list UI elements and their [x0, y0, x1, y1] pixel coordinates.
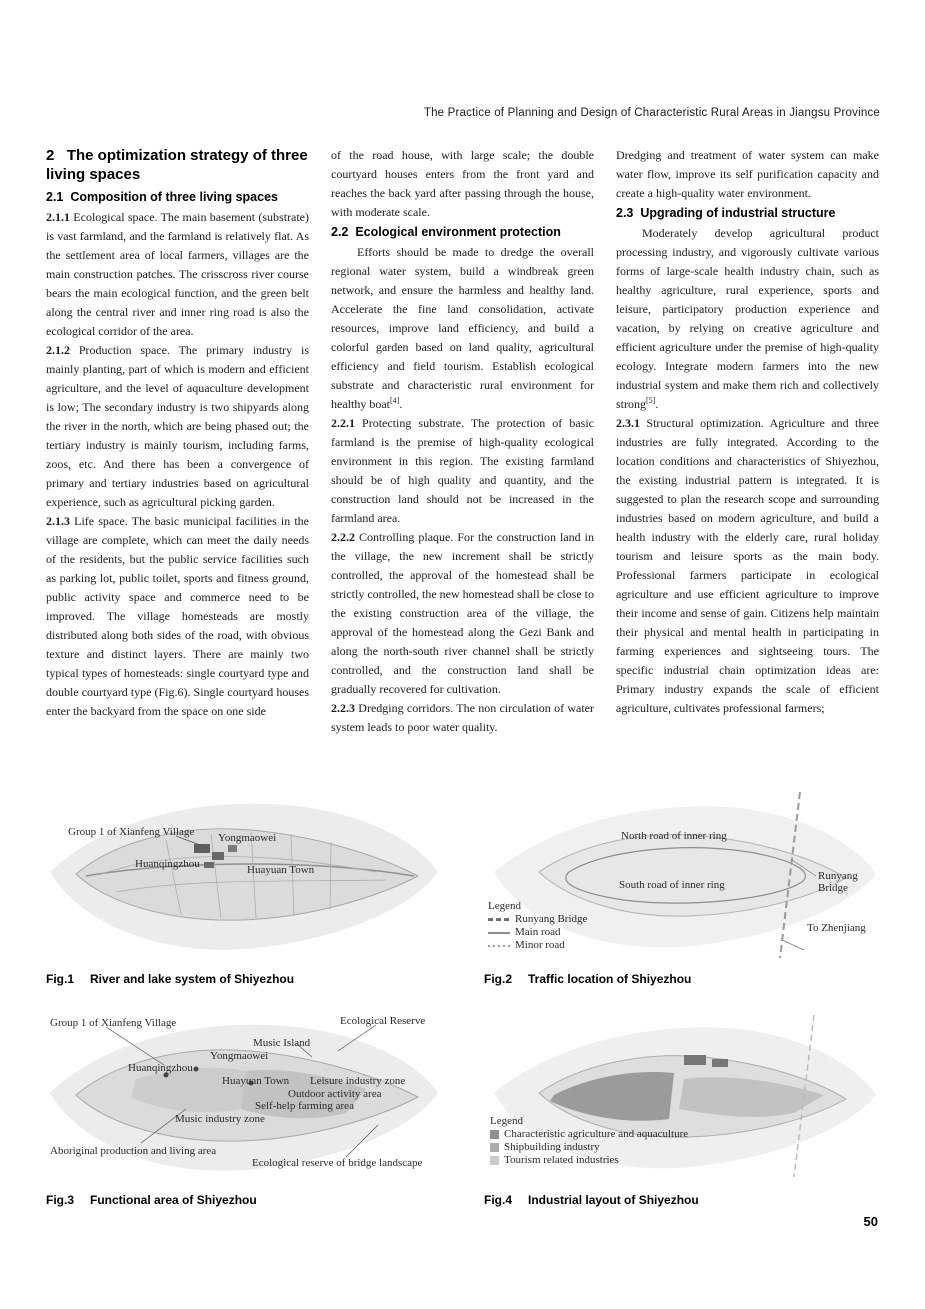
fig3-caption-text: Functional area of Shiyezhou	[90, 1193, 257, 1207]
paragraph-label: 2.3.1	[616, 416, 640, 430]
figure-1	[46, 788, 442, 986]
fig2-legend-title: Legend	[488, 900, 521, 912]
map-label-yongmaowei: Yongmaowei	[218, 832, 277, 844]
map-label-xianfeng: Group 1 of Xianfeng Village	[50, 1017, 177, 1029]
fig4-legend-item	[490, 1155, 688, 1166]
map-label-huanqingzhou: Huanqingzhou	[135, 858, 200, 870]
paragraph-2-2-1	[331, 414, 594, 528]
map-label-aboriginal-area: Aboriginal production and living area	[50, 1145, 217, 1157]
fig2-legend-item	[488, 927, 587, 938]
map-label-yongmaowei: Yongmaowei	[210, 1050, 269, 1062]
paragraph-text: Controlling plaque. For the construction land in the village, the new increment shall be strictly controlled, the approval of the homestead shall be strictly controlled, the new homestead shall be close to the existing construction area of the village, the approval of the homestead along the Gezi Bank and along the north-south river channel shall be strictly controlled, and the construction land shall be gradually recovered for cultivation.	[331, 530, 595, 696]
fig1-map-panel	[46, 788, 442, 963]
paragraph-2-1-3	[46, 512, 309, 721]
fig2-map-panel	[484, 788, 880, 963]
paragraph-text: Moderately develop agricultural product processing industry, and vigorously cultivate various forms of large-scale health industry chain, such as healthy agriculture, rural experience, sports and leisure, participatory production experience and vacation, by relying on creative agriculture and efficient agriculture under the premise of high-quality ecology. Integrate modern farmers into the new industrial system and make them rich and collectively strong	[616, 226, 879, 411]
agriculture-swatch-icon	[490, 1130, 499, 1139]
paragraph-2-3-1	[616, 414, 879, 718]
figure-row-1	[46, 788, 880, 986]
subsection-heading-2-1: 2.1 Composition of three living spaces	[46, 190, 278, 204]
paragraph-2-2-3	[331, 699, 594, 737]
fig1-caption-label: Fig.1	[46, 972, 75, 986]
paragraph-label: 2.2.3	[331, 701, 355, 715]
figure-2	[484, 788, 880, 986]
paragraph-label: 2.1.2	[46, 343, 70, 357]
section-heading-2: 2 The optimization strategy of three living spaces	[46, 147, 308, 183]
fig3-map-panel	[46, 1009, 442, 1184]
map-label-north-road: North road of inner ring	[621, 830, 727, 842]
fig1-caption-text: River and lake system of Shiyezhou	[90, 972, 295, 986]
citation-ref-5: [5]	[646, 396, 656, 405]
text-columns	[46, 146, 880, 737]
figure-3	[46, 1009, 442, 1207]
paragraph-tail: .	[655, 397, 659, 411]
paragraph-text: Protecting substrate. The protection of basic farmland is the premise of high-quality ecological environment in this region. The existing farmland should be of high quality and quantity, and the construction land should not be increased in the farmland area.	[331, 416, 594, 525]
paragraph-tail: .	[399, 397, 403, 411]
paragraph-2-3-intro	[616, 224, 879, 414]
fig4-legend-item	[490, 1129, 688, 1140]
fig2-legend-item	[488, 940, 587, 951]
column-2	[331, 146, 594, 737]
subsection-heading-2-3: 2.3 Upgrading of industrial structure	[616, 206, 836, 220]
map-label-huayuan: Huayuan Town	[247, 864, 315, 876]
paragraph-text: Ecological space. The main basement (substrate) is vast farmland, and the farmland is relatively flat. As the settlement area of local farmers, villages are the main construction patches. The crisscross river course bears the main ecological function, and the green belt along the central river and inner ring road is also the ecological corridor of the area.	[46, 210, 310, 338]
fig4-caption	[484, 1193, 880, 1207]
main-road-line-icon	[488, 932, 510, 934]
fig1-caption	[46, 972, 442, 986]
fig3-caption-label: Fig.3	[46, 1193, 75, 1207]
paragraph-label: 2.2.2	[331, 530, 355, 544]
map-label-music-zone: Music industry zone	[175, 1113, 265, 1125]
subsection-heading-2-2: 2.2 Ecological environment protection	[331, 225, 561, 239]
legend-item-label: Characteristic agriculture and aquaculture	[504, 1128, 689, 1140]
map-label-huanqingzhou: Huanqingzhou	[128, 1062, 193, 1074]
legend-item-label: Tourism related industries	[504, 1154, 619, 1166]
fig2-legend	[488, 900, 587, 951]
paragraph-2-2-2	[331, 528, 594, 699]
paragraph-continuation: Dredging and treatment of water system can make water flow, improve its self purification capacity and create a high-quality water environment.	[616, 148, 879, 200]
fig4-caption-text: Industrial layout of Shiyezhou	[528, 1193, 699, 1207]
shipbuilding-swatch-icon	[490, 1143, 499, 1152]
fig2-legend-item	[488, 914, 587, 925]
fig2-caption	[484, 972, 880, 986]
paragraph-continuation: of the road house, with large scale; the double courtyard houses enters from the front yard and reaches the back yard after passing through the house, with moderate scale.	[331, 148, 594, 219]
fig1-map-image	[46, 788, 442, 963]
column-3	[616, 146, 879, 737]
paragraph-text: Production space. The primary industry is mainly planting, part of which is modern and efficient agriculture, and the level of aquaculture development is low; The secondary industry is two shipyards along the river in the north, which are being phased out; the tertiary industry is mainly tourism, including farms, zoos, etc. And there has been a convergence of primary and tertiary industries based on agricultural experience, such as agricultural picking garden.	[46, 343, 310, 509]
map-label-south-road: South road of inner ring	[619, 879, 725, 891]
legend-item-label: Runyang Bridge	[515, 913, 588, 925]
figure-row-2	[46, 1009, 880, 1207]
fig4-map-panel	[484, 1009, 880, 1184]
paragraph-2-2-intro	[331, 243, 594, 414]
paragraph-label: 2.1.3	[46, 514, 70, 528]
fig4-legend-title: Legend	[490, 1115, 523, 1127]
paragraph-label: 2.1.1	[46, 210, 70, 224]
column-1	[46, 146, 309, 737]
minor-road-line-icon	[488, 945, 510, 947]
figures-section	[46, 788, 880, 1230]
paragraph-text: Structural optimization. Agriculture and three industries are fully integrated. According to the location conditions and characteristics of Shiyezhou, the existing industrial pattern is integrated. It is suggested to plan the research scope and surrounding industries based on modern agriculture, and build a health industry with the elderly care, rural holiday tourism and leisure sports as the main body. Professional farmers participate in ecological agriculture and use efficient agriculture to improve their income and sense of gain. Citizens help maintain their physical and mental health in participating in farming experiences and sightseeing tours. The specific industrial chain optimization ideas are: Primary industry expands the scale of efficient agriculture, cultivates professional farmers;	[616, 416, 880, 715]
paragraph-label: 2.2.1	[331, 416, 355, 430]
map-label-ecological-reserve: Ecological Reserve	[340, 1015, 426, 1027]
map-label-bridge-reserve: Ecological reserve of bridge landscape	[252, 1157, 423, 1169]
map-label-xianfeng: Group 1 of Xianfeng Village	[68, 826, 195, 838]
fig4-legend-item	[490, 1142, 688, 1153]
legend-item-label: Main road	[515, 926, 561, 938]
fig4-caption-label: Fig.4	[484, 1193, 513, 1207]
map-label-runyang-bridge: Runyang Bridge	[818, 870, 858, 894]
paragraph-2-1-1	[46, 208, 309, 341]
map-label-to-zhenjiang: To Zhenjiang	[807, 922, 866, 934]
paragraph-text: Dredging corridors. The non circulation of water system leads to poor water quality.	[331, 701, 594, 734]
paragraph-text: Life space. The basic municipal facilities in the village are complete, which can meet the daily needs of the residents, but the public service facilities such as parking lot, public toilet, sports and fitness ground, public activity space and commerce need to be improved. The village homesteads are mostly distributed along both sides of the road, with obvious texture and distinct layers. There are mainly two typical types of homesteads: single courtyard type and double courtyard type (Fig.6). Single courtyard houses enter the backyard from the space on one side	[46, 514, 309, 718]
page-number: 50	[863, 1214, 878, 1229]
map-label-leisure-zone: Leisure industry zone	[310, 1075, 406, 1087]
map-label-selfhelp-area: Self-help farming area	[255, 1100, 354, 1112]
paragraph-text: Efforts should be made to dredge the overall regional water system, build a windbreak green network, and ensure the harmless and healthy land. Accelerate the fine land consolidation, activate resources, improve land efficiency, and build a colorful garden based on land quality, agricultural efficiency and field tourism. Establish ecological substrate and characteristic rural environment for healthy boat	[331, 245, 594, 411]
fig3-caption	[46, 1193, 442, 1207]
fig4-legend	[490, 1115, 688, 1166]
legend-item-label: Minor road	[515, 939, 565, 951]
citation-ref-4: [4]	[389, 396, 400, 405]
paragraph-2-1-2	[46, 341, 309, 512]
map-label-music-island: Music Island	[253, 1037, 311, 1049]
figure-4	[484, 1009, 880, 1207]
running-head: The Practice of Planning and Design of Characteristic Rural Areas in Jiangsu Province	[423, 107, 880, 119]
map-label-outdoor-area: Outdoor activity area	[288, 1088, 382, 1100]
tourism-swatch-icon	[490, 1156, 499, 1165]
legend-item-label: Shipbuilding industry	[504, 1141, 600, 1153]
runyang-bridge-line-icon	[488, 918, 510, 921]
fig2-caption-label: Fig.2	[484, 972, 513, 986]
map-label-huayuan: Huayuan Town	[222, 1075, 290, 1087]
fig2-caption-text: Traffic location of Shiyezhou	[528, 972, 692, 986]
